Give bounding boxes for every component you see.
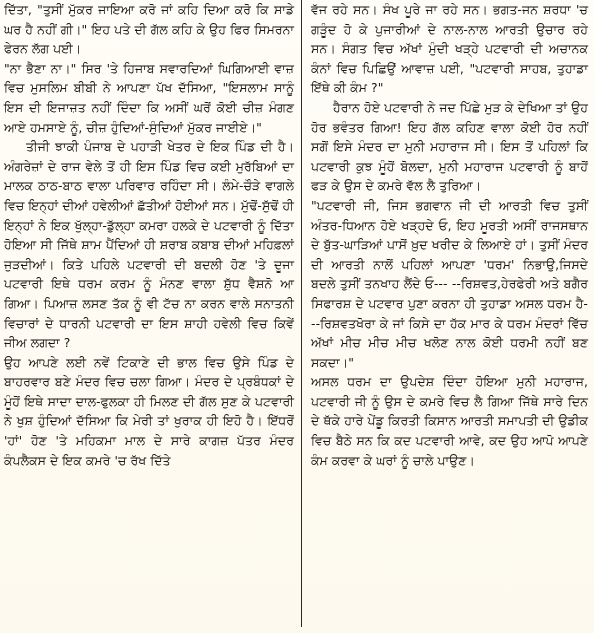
- paragraph: ਤੀਜੀ ਝਾਕੀ ਪੰਜਾਬ ਦੇ ਪਹਾੜੀ ਖੇਤਰ ਦੇ ਇਕ ਪਿੰਡ ਦੀ ਹੈ। ਅੰਗਰੇਜ਼ਾਂ ਦੇ ਰਾਜ ਵੇਲੇ ਤੋਂ ਹੀ ਇਸ ਪਿੰਡ ਵਿਚ ਕਈ ਮੁਰੱਬਿਆਂ ਦਾ ਮਾਲਕ ਠਾਠ-ਬਾਠ ਵਾਲਾ ਪਰਿਵਾਰ ਰਹਿੰਦਾ ਸੀ। ਲੰਮੇ-ਚੌੜੇ ਵਾਗਲੇ ਵਿਚ ਇਨ੍ਹਾਂ ਦੀਆਂ ਹਵੇਲੀਆਂ ਛੱਤੀਆਂ ਹੋਈਆਂ ਸਨ। ਮੁੱਢੋਂ-ਸੁੱਢੋਂ ਹੀ ਇਨ੍ਹਾਂ ਨੇ ਇਕ ਖੁੱਲ੍ਹਾ-ਡੁੱਲ੍ਹਾ ਕਮਰਾ ਹਲਕੇ ਦੇ ਪਟਵਾਰੀ ਨੂੰ ਦਿੱਤਾ ਹੋਇਆ ਸੀ ਜਿੱਥੇ ਸ਼ਾਮ ਪੈਂਦਿਆਂ ਹੀ ਸ਼ਰਾਬ ਕਬਾਬ ਦੀਆਂ ਮਹਿਫ਼ਲਾਂ ਜੁੜਦੀਆਂ। ਕਿਤੇ ਪਹਿਲੇ ਪਟਵਾਰੀ ਦੀ ਬਦਲੀ ਹੋਣ 'ਤੇ ਦੂਜਾ ਪਟਵਾਰੀ ਇਥੇ ਧਰਮ ਕਰਮ ਨੂੰ ਮੰਨਣ ਵਾਲਾ ਸ਼ੁੱਧ ਵੈਸ਼ਨੋ ਆ ਗਿਆ। ਪਿਆਜ਼ ਲਸਣ ਤੱਕ ਨੂੰ ਵੀ ਟੱਚ ਨਾ ਕਰਨ ਵਾਲੇ ਸਨਾਤਨੀ ਵਿਚਾਰਾਂ ਦੇ ਧਾਰਨੀ ਪਟਵਾਰੀ ਦਾ ਇਸ ਸ਼ਾਹੀ ਹਵੇਲੀ ਵਿਚ ਕਿਵੇਂ ਜੀਅ ਲਗਦਾ ?: [4, 139, 294, 351]
- paragraph: ਵੱਜ ਰਹੇ ਸਨ। ਸੰਖ ਪੂਰੇ ਜਾ ਰਹੇ ਸਨ। ਭਗਤ-ਜਨ ਸ਼ਰਧਾ 'ਚ ਗੜੂੰਦ ਹੋ ਕੇ ਪੁਜਾਰੀਆਂ ਦੇ ਨਾਲ-ਨਾਲ ਆਰਤੀ ਉਚਾਰ ਰਹੇ ਸਨ। ਸੰਗਤ ਵਿਚ ਅੱਖਾਂ ਮੁੰਦੀ ਖੜ੍ਹੇ ਪਟਵਾਰੀ ਦੀ ਅਚਾਨਕ ਕੰਨਾਂ ਵਿਚ ਪਿਛਿਉਂ ਆਵਾਜ਼ ਪਈ, "ਪਟਵਾਰੀ ਸਾਹਬ, ਤੁਹਾਡਾ ਇੱਥੇ ਕੀ ਕੰਮ ?": [311, 2, 588, 96]
- paragraph: ਦਿੱਤਾ, "ਤੁਸੀਂ ਮੁੱਕਰ ਜਾਇਆ ਕਰੋ ਜਾਂ ਕਹਿ ਦਿਆ ਕਰੋ ਕਿ ਸਾਡੇ ਘਰ ਹੈ ਨਹੀਂ ਗੀ।" ਇਹ ਪਤੇ ਦੀ ਗੱਲ ਕਹਿ ਕੇ ਉਹ ਫਿਰ ਸਿਮਰਨਾ ਫੇਰਨ ਲੱਗ ਪਈ।: [4, 2, 294, 57]
- right-column: [305, 0, 594, 633]
- paragraph: "ਪਟਵਾਰੀ ਜੀ, ਜਿਸ ਭਗਵਾਨ ਜੀ ਦੀ ਆਰਤੀ ਵਿਚ ਤੁਸੀਂ ਅੰਤਰ-ਧਿਆਨ ਹੋਏ ਖੜ੍ਹਦੇ ਓ, ਇਹ ਮੂਰਤੀ ਅਸੀਂ ਰਾਜਸਥਾਨ ਦੇ ਬੁੱਤ-ਘਾੜਿਆਂ ਪਾਸੋਂ ਖ਼ੁਦ ਖਰੀਦ ਕੇ ਲਿਆਏ ਹਾਂ। ਤੁਸੀਂ ਮੰਦਰ ਦੀ ਆਰਤੀ ਨਾਲੋਂ ਪਹਿਲਾਂ ਆਪਣਾ 'ਧਰਮ' ਨਿਭਾਉ,ਜਿਸਦੇ ਬਦਲੇ ਤੁਸੀਂ ਤਨਖਾਹ ਲੈਂਦੇ ਓ--- --ਰਿਸ਼ਵਤ,ਹੇਰਫੇਰੀ ਅਤੇ ਬਗੈਰ ਸਿਫਾਰਸ਼ ਦੇ ਪਟਵਾਰ ਪੁਣਾ ਕਰਨਾ ਹੀ ਤੁਹਾਡਾ ਅਸਲ ਧਰਮ ਹੈ- --ਰਿਸ਼ਵਤਖੋਰਾ ਕੇ ਜਾਂ ਕਿਸੇ ਦਾ ਹੱਕ ਮਾਰ ਕੇ ਧਰਮ ਮੰਦਰਾਂ ਵਿੱਚ ਅੱਖਾਂ ਮੀਚ ਮੀਚ ਮੀਚ ਖਲੋਣ ਨਾਲ ਕੋਈ ਧਰਮੀ ਨਹੀਂ ਬਣ ਸਕਦਾ।": [311, 197, 588, 370]
- paragraph: "ਨਾ ਭੈਣਾ ਨਾ।" ਸਿਰ 'ਤੇ ਹਿਜਾਬ ਸਵਾਰਦਿਆਂ ਘਿਗਿਆਈ ਵਾਜ਼ ਵਿਚ ਮੁਸਲਿਮ ਬੀਬੀ ਨੇ ਆਪਣਾ ਪੱਖ ਦੱਸਿਆ, "ਇਸਲਾਮ ਸਾਨੂੰ ਇਸ ਦੀ ਇਜਾਜ਼ਤ ਨਹੀਂ ਦਿੰਦਾ ਕਿ ਅਸੀਂ ਘਰੋਂ ਕੋਈ ਚੀਜ਼ ਮੰਗਣ ਆਏ ਹਮਸਾਏ ਨੂੰ, ਚੀਜ਼ ਹੁੰਦਿਆਂ-ਸੁੰਦਿਆਂ ਮੁੱਕਰ ਜਾਈਏ।": [4, 60, 294, 135]
- paragraph: ਹੈਰਾਨ ਹੋਏ ਪਟਵਾਰੀ ਨੇ ਜਦ ਪਿੱਛੇ ਮੁੜ ਕੇ ਦੇਖਿਆ ਤਾਂ ਉਹ ਹੋਰ ਭਵੰਤਰ ਗਿਆ! ਇਹ ਗੱਲ ਕਹਿਣ ਵਾਲਾ ਕੋਈ ਹੋਰ ਨਹੀਂ ਸਗੋਂ ਇਸੇ ਮੰਦਰ ਦਾ ਮੁਨੀ ਮਹਾਰਾਜ ਸੀ। ਇਸ ਤੋਂ ਪਹਿਲਾਂ ਕਿ ਪਟਵਾਰੀ ਕੁਝ ਮੂੰਹੋਂ ਬੋਲਦਾ, ਮੁਨੀ ਮਹਾਰਾਜ ਪਟਵਾਰੀ ਨੂੰ ਬਾਹੋਂ ਫੜ ਕੇ ਉਸ ਦੇ ਕਮਰੇ ਵੱਲ ਲੈ ਤੁਰਿਆ।: [311, 99, 588, 194]
- column-divider: [301, 0, 302, 627]
- paragraph: ਅਸਲ ਧਰਮ ਦਾ ਉਪਦੇਸ਼ ਦਿੰਦਾ ਹੋਇਆ ਮੁਨੀ ਮਹਾਰਾਜ, ਪਟਵਾਰੀ ਜੀ ਨੂੰ ਉਸ ਦੇ ਕਮਰੇ ਵਿਚ ਲੈ ਗਿਆ ਜਿੱਥੇ ਸਾਰੇ ਦਿਨ ਦੇ ਥੱਕੇ ਹਾਰੇ ਪੇਂਡੂ ਕਿਰਤੀ ਕਿਸਾਨ ਆਰਤੀ ਸਮਾਪਤੀ ਦੀ ਉਡੀਕ ਵਿਚ ਬੈਠੇ ਸਨ ਕਿ ਕਦ ਪਟਵਾਰੀ ਆਵੇ, ਕਦ ਉਹ ਆਪੋ ਆਪਣੇ ਕੰਮ ਕਰਵਾ ਕੇ ਘਰਾਂ ਨੂੰ ਚਾਲੇ ਪਾਉਣ।: [311, 374, 588, 468]
- paragraph: ਉਹ ਆਪਣੇ ਲਈ ਨਵੇਂ ਟਿਕਾਣੇ ਦੀ ਭਾਲ ਵਿਚ ਉਸੇ ਪਿੰਡ ਦੇ ਬਾਹਰਵਾਰ ਬਣੇ ਮੰਦਰ ਵਿਚ ਚਲਾ ਗਿਆ। ਮੰਦਰ ਦੇ ਪ੍ਰਬੰਧਕਾਂ ਦੇ ਮੂੰਹੋਂ ਇਥੇ ਸਾਦਾ ਦਾਲ-ਫੁਲਕਾ ਹੀ ਮਿਲਣ ਦੀ ਗੱਲ ਸੁਣ ਕੇ ਪਟਵਾਰੀ ਨੇ ਖੁਸ਼ ਹੁੰਦਿਆਂ ਦੱਸਿਆ ਕਿ ਮੇਰੀ ਤਾਂ ਖੁਰਾਕ ਹੀ ਇਹੋ ਹੈ। ਇੱਧਰੋਂ 'ਹਾਂ' ਹੋਣ 'ਤੇ ਮਹਿਕਮਾ ਮਾਲ ਦੇ ਸਾਰੇ ਕਾਗਜ਼ ਪੱਤਰ ਮੰਦਰ ਕੰਪਲੈਕਸ ਦੇ ਇਕ ਕਮਰੇ 'ਚ ਰੱਖ ਦਿੱਤੇ: [4, 354, 294, 468]
